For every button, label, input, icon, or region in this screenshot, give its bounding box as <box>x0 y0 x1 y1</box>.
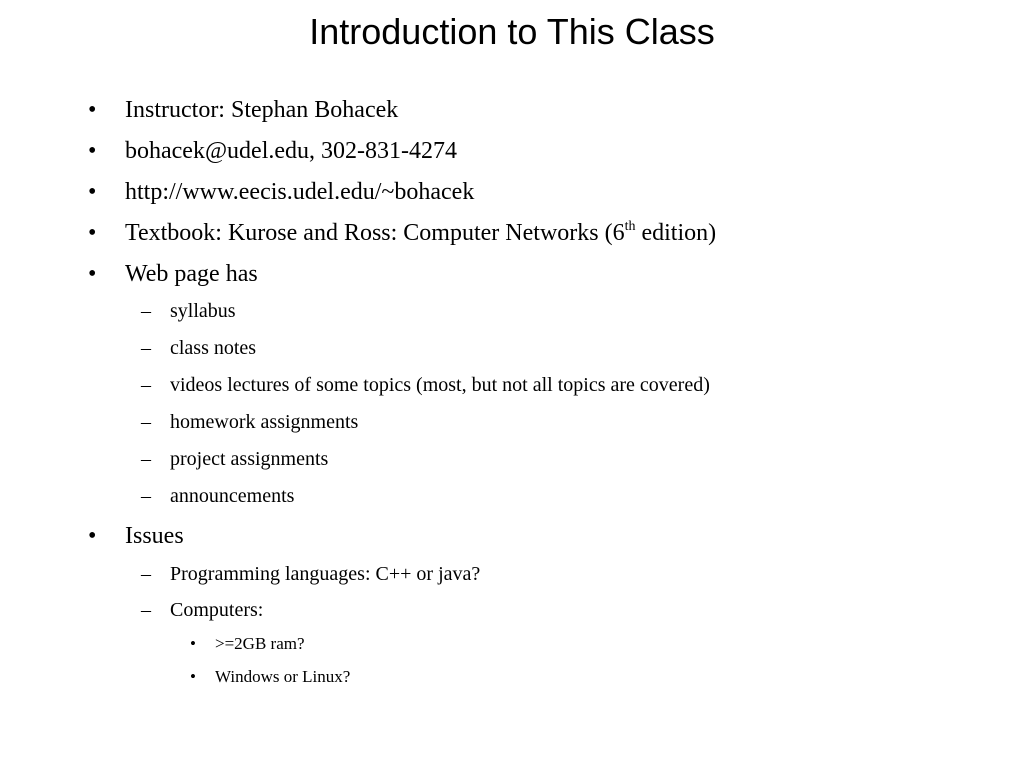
textbook-text-end: edition) <box>635 220 717 246</box>
sub-sub-item-text: Windows or Linux? <box>215 667 351 686</box>
sub-item-text: videos lectures of some topics (most, but not all topics are covered) <box>170 374 710 396</box>
sub-item-syllabus <box>141 299 236 323</box>
slide-title: Introduction to This Class <box>309 11 715 52</box>
dash-icon: – <box>141 300 151 322</box>
dash-icon: – <box>141 337 151 359</box>
dash-icon: – <box>141 563 151 585</box>
dash-icon: – <box>141 599 151 621</box>
list-item-textbook <box>88 219 717 247</box>
sub-item-text: project assignments <box>170 448 329 470</box>
bullet-icon: • <box>88 138 97 164</box>
sub-item-text: announcements <box>170 485 295 507</box>
sub-item-computers <box>141 598 264 622</box>
sub-item-languages <box>141 562 481 586</box>
bullet-icon: • <box>88 261 97 287</box>
sub-item-text: homework assignments <box>170 411 359 433</box>
url-text: http://www.eecis.udel.edu/~bohacek <box>125 179 475 205</box>
sub-item-project <box>141 447 329 471</box>
bullet-icon: • <box>88 523 97 549</box>
issues-text: Issues <box>125 523 184 549</box>
sub-item-homework <box>141 410 359 434</box>
dash-icon: – <box>141 411 151 433</box>
sub-sub-item-text: >=2GB ram? <box>215 634 305 653</box>
sub-item-text: class notes <box>170 337 257 359</box>
bullet-icon: • <box>88 179 97 205</box>
sub-item-text: Programming languages: C++ or java? <box>170 563 481 585</box>
instructor-text: Instructor: Stephan Bohacek <box>125 97 399 123</box>
sub-item-videos <box>141 373 710 397</box>
dash-icon: – <box>141 374 151 396</box>
list-item-webpage <box>88 260 258 288</box>
dash-icon: – <box>141 448 151 470</box>
sub-sub-item-os <box>190 667 351 687</box>
textbook-superscript: th <box>624 219 636 234</box>
list-item-instructor <box>88 96 399 124</box>
bullet-icon: • <box>190 667 196 686</box>
list-item-url <box>88 178 475 206</box>
bullet-icon: • <box>88 220 97 246</box>
list-item-issues <box>88 522 184 550</box>
sub-item-text: syllabus <box>170 300 236 322</box>
bullet-icon: • <box>190 634 196 653</box>
sub-sub-item-ram <box>190 634 305 654</box>
dash-icon: – <box>141 485 151 507</box>
textbook-text: Textbook: Kurose and Ross: Computer Networks (6 <box>125 220 625 246</box>
sub-item-announcements <box>141 484 295 508</box>
list-item-contact <box>88 137 458 165</box>
contact-text: bohacek@udel.edu, 302-831-4274 <box>125 138 458 164</box>
sub-item-text: Computers: <box>170 599 264 621</box>
bullet-icon: • <box>88 97 97 123</box>
webpage-text: Web page has <box>125 261 258 287</box>
sub-item-class-notes <box>141 336 257 360</box>
